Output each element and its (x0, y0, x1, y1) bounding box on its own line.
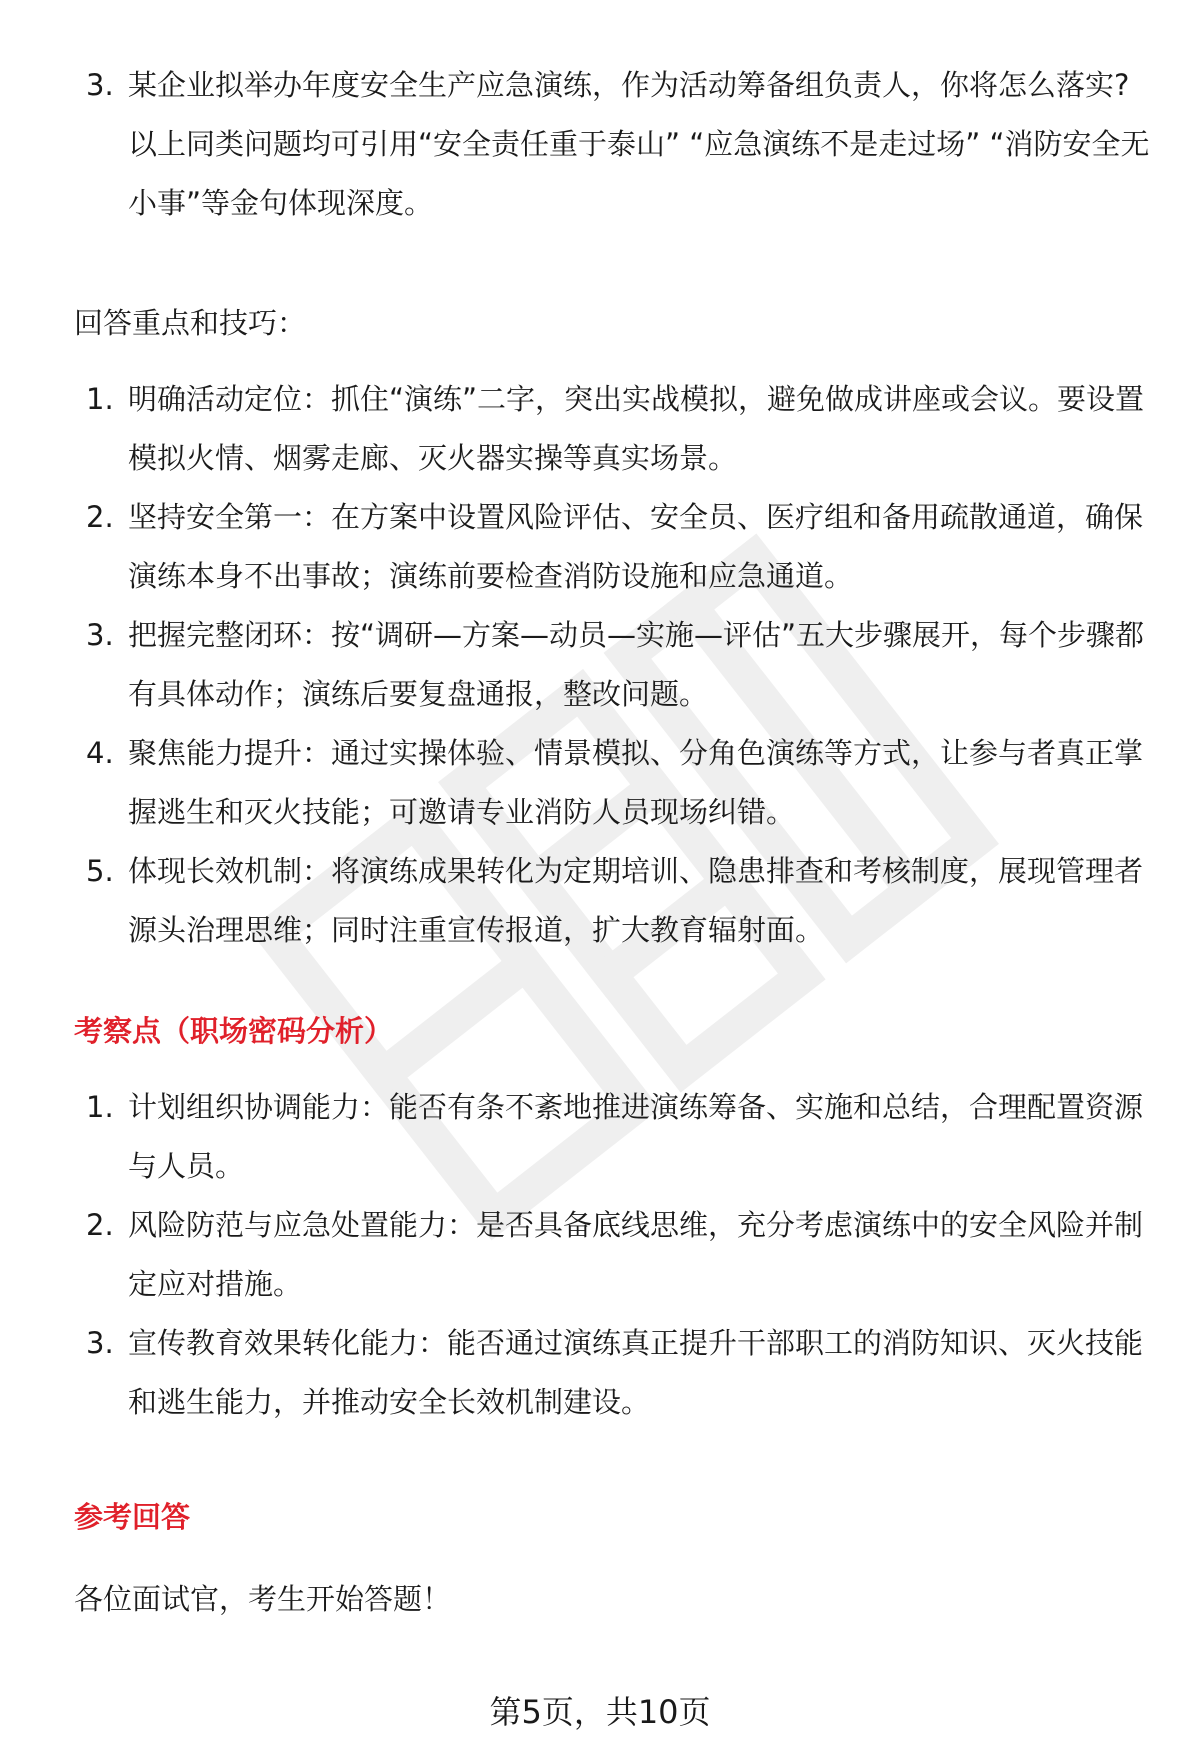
list-number: 3. (86, 618, 114, 652)
page-footer: 第5页，共10页 (489, 1693, 711, 1731)
list-number: 1. (86, 382, 114, 416)
reference-section (74, 1488, 1154, 1547)
list-item (74, 606, 1154, 724)
list-number: 4. (86, 736, 114, 770)
tips-section (74, 294, 1154, 353)
list-item (74, 56, 1154, 233)
list-number: 3. (86, 68, 114, 102)
list-number: 1. (86, 1090, 114, 1124)
list-item (74, 370, 1154, 488)
reference-opening-block (74, 1570, 1154, 1629)
list-item-text: 宣传教育效果转化能力：能否通过演练真正提升干部职工的消防知识、灭火技能和逃生能力，并推动安全长效机制建设。 (128, 1326, 1144, 1419)
list-number: 2. (86, 500, 114, 534)
analysis-heading: 考察点（职场密码分析） (74, 1014, 394, 1048)
list-item (74, 842, 1154, 960)
list-item (74, 724, 1154, 842)
list-item-text: 计划组织协调能力：能否有条不紊地推进演练筹备、实施和总结，合理配置资源与人员。 (128, 1090, 1144, 1183)
tips-heading: 回答重点和技巧： (74, 306, 307, 340)
intro-question (74, 56, 1154, 233)
list-item (74, 1314, 1154, 1432)
analysis-list (74, 1078, 1154, 1432)
list-number: 3. (86, 1326, 114, 1360)
list-item-text: 坚持安全第一：在方案中设置风险评估、安全员、医疗组和备用疏散通道，确保演练本身不出事故；演练前要检查消防设施和应急通道。 (128, 500, 1144, 593)
list-item-text: 把握完整闭环：按“调研—方案—动员—实施—评估”五大步骤展开，每个步骤都有具体动作；演练后要复盘通报，整改问题。 (128, 618, 1145, 711)
list-number: 5. (86, 854, 114, 888)
quote-note: 以上同类问题均可引用“安全责任重于泰山” “应急演练不是走过场” “消防安全无小事”等金句体现深度。 (128, 127, 1150, 220)
list-item (74, 1196, 1154, 1314)
list-item-text: 聚焦能力提升：通过实操体验、情景模拟、分角色演练等方式，让参与者真正掌握逃生和灭火技能；可邀请专业消防人员现场纠错。 (128, 736, 1144, 829)
list-number: 2. (86, 1208, 114, 1242)
list-item-text: 体现长效机制：将演练成果转化为定期培训、隐患排查和考核制度，展现管理者源头治理思维；同时注重宣传报道，扩大教育辐射面。 (128, 854, 1144, 947)
analysis-section (74, 1002, 1154, 1061)
list-item (74, 1078, 1154, 1196)
reference-opening: 各位面试官，考生开始答题！ (74, 1582, 452, 1616)
tips-list (74, 370, 1154, 960)
list-item-text: 明确活动定位：抓住“演练”二字，突出实战模拟，避免做成讲座或会议。要设置模拟火情、烟雾走廊、灭火器实操等真实场景。 (128, 382, 1145, 475)
list-item (74, 488, 1154, 606)
list-item-text: 某企业拟举办年度安全生产应急演练，作为活动筹备组负责人，你将怎么落实? (128, 68, 1130, 102)
reference-heading: 参考回答 (74, 1500, 191, 1534)
list-item-text: 风险防范与应急处置能力：是否具备底线思维，充分考虑演练中的安全风险并制定应对措施。 (128, 1208, 1144, 1301)
